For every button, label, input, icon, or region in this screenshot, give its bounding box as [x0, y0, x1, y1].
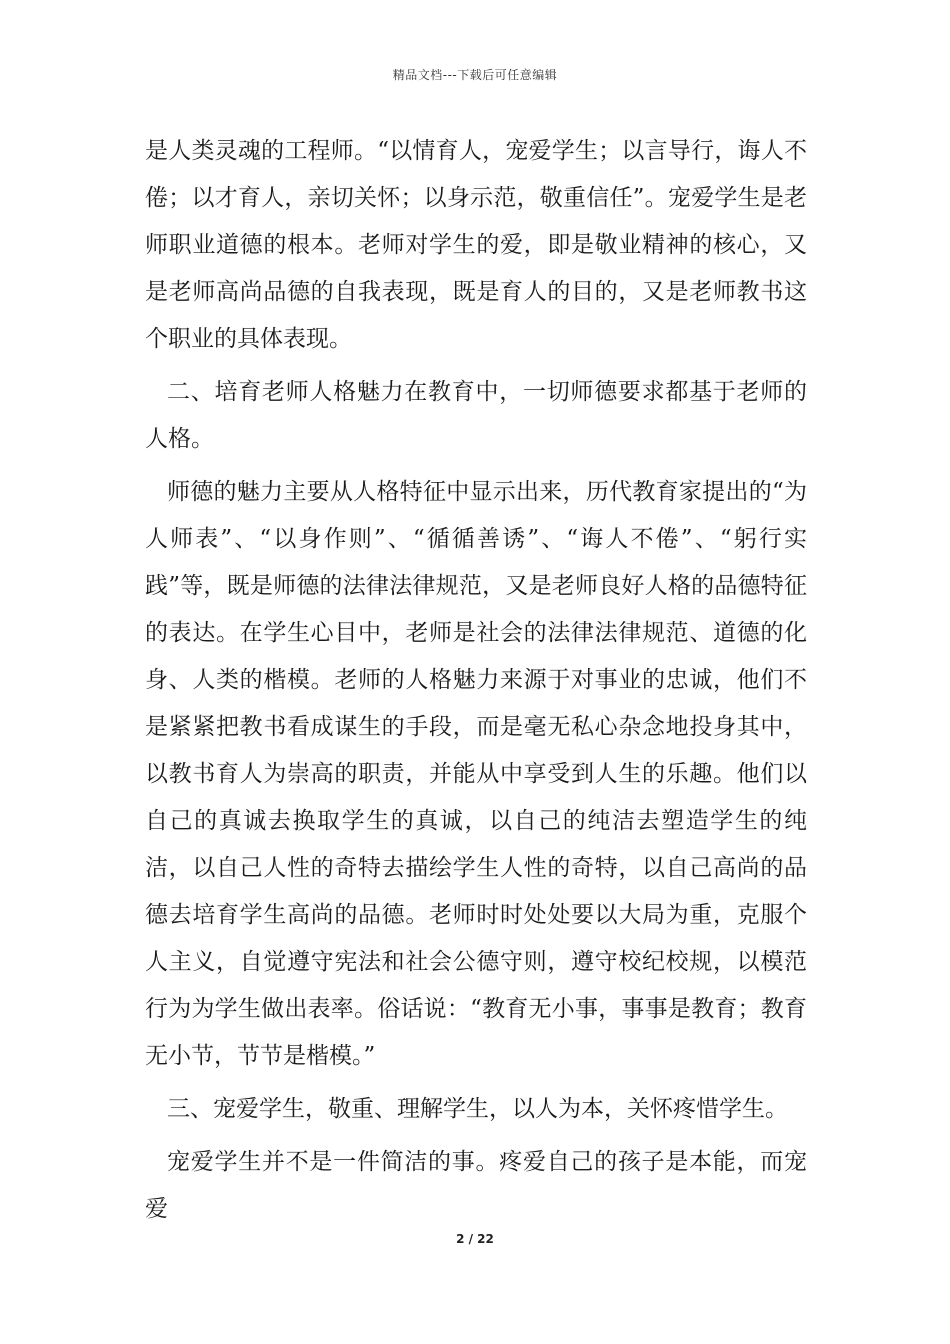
- paragraph: 师德的魅力主要从人格特征中显示出来，历代教育家提出的“为人师表”、“以身作则”、“循循善诱”、“诲人不倦”、“躬行实践”等，既是师德的法律法律规范，又是老师良好人格的品德特征的表达。在学生心目中，老师是社会的法律法律规范、道德的化身、人类的楷模。老师的人格魅力来源于对事业的忠诚，他们不是紧紧把教书看成谋生的手段，而是毫无私心杂念地投身其中，以教书育人为崇高的职责，并能从中享受到人生的乐趣。他们以自己的真诚去换取学生的真诚，以自己的纯洁去塑造学生的纯洁，以自己人性的奇特去描绘学生人性的奇特，以自己高尚的品德去培育学生高尚的品德。老师时时处处要以大局为重，克服个人主义，自觉遵守宪法和社会公德守则，遵守校纪校规，以模范行为为学生做出表率。俗话说：“教育无小事，事事是教育；教育无小节，节节是楷模。”: [145, 479, 807, 1069]
- document-body: [145, 128, 807, 1239]
- paragraph: 宠爱学生并不是一件简洁的事。疼爱自己的孩子是本能，而宠爱: [145, 1149, 807, 1222]
- paragraph: 是人类灵魂的工程师。“以情育人，宠爱学生；以言导行，诲人不倦；以才育人，亲切关怀；以身示范，敬重信任”。宠爱学生是老师职业道德的根本。老师对学生的爱，即是敬业精神的核心，又是老师高尚品德的自我表现，既是育人的目的，又是老师教书这个职业的具体表现。: [145, 138, 807, 352]
- section-heading-3: 三、宠爱学生，敬重、理解学生，以人为本，关怀疼惜学生。: [167, 1096, 788, 1122]
- page-number: 2 / 22: [456, 1232, 494, 1246]
- section-heading-2: 二、培育老师人格魅力在教育中，一切师德要求都基于老师的人格。: [145, 379, 807, 452]
- page-header: 精品文档---下载后可任意编辑: [392, 68, 558, 82]
